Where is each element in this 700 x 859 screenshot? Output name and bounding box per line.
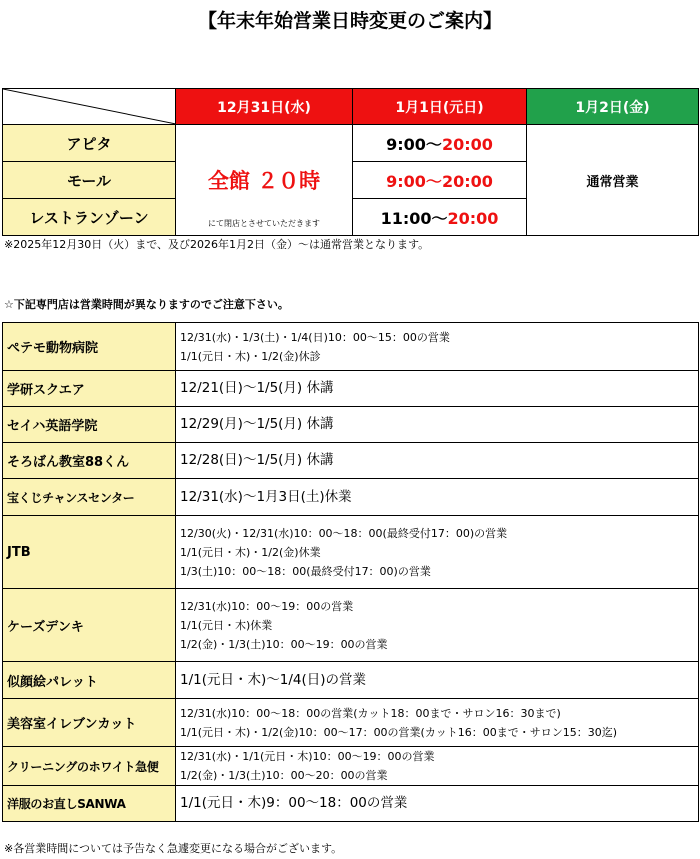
store-hours-line: 1/2(金)・1/3(土)10：00〜20：00の営業 xyxy=(180,769,388,782)
store-hours-line: 1/1(元日・木)・1/2(金)休業 xyxy=(180,545,321,559)
store-hours xyxy=(176,516,699,589)
jan1-time-mall: 9:00〜20:00 xyxy=(353,162,527,199)
jan1-time-apita: 9:00〜20:00 xyxy=(353,125,527,162)
store-name: JTB xyxy=(3,516,176,589)
store-hours-table xyxy=(2,322,699,822)
footer-note: ※各営業時間については予告なく急遽変更になる場合がございます。 xyxy=(4,842,343,855)
holiday-hours-table xyxy=(2,88,699,236)
store-name: 学研スクエア xyxy=(3,371,176,407)
store-hours-line: 12/31(水)10：00〜19：00の営業 xyxy=(180,599,354,613)
store-row xyxy=(3,662,699,699)
store-row xyxy=(3,747,699,786)
store-name: ペテモ動物病院 xyxy=(3,323,176,371)
store-hours-line: 12/31(水)・1/1(元日・木)10：00〜19：00の営業 xyxy=(180,750,435,763)
store-hours xyxy=(176,589,699,662)
store-hours-line: 12/31(水)10：00〜18：00の営業(カット18：00まで・サロン16：30まで) xyxy=(180,706,561,720)
row-name-apita: アピタ xyxy=(3,125,176,162)
store-hours-line: 12/28(日)〜1/5(月) 休講 xyxy=(180,452,334,468)
header-dec31: 12月31日(水) xyxy=(176,89,353,125)
jan2-regular: 通常営業 xyxy=(527,125,699,236)
store-row xyxy=(3,479,699,516)
store-hours xyxy=(176,662,699,699)
row-name-restaurant: レストランゾーン xyxy=(3,199,176,236)
store-hours xyxy=(176,407,699,443)
store-hours-line: 1/1(元日・木)・1/2(金)10：00〜17：00の営業(カット16：00まで・サロン15：30迄) xyxy=(180,725,618,739)
corner-diagonal xyxy=(3,89,176,124)
store-hours-line: 1/3(土)10：00〜18：00(最終受付17：00)の営業 xyxy=(180,564,431,578)
closed-notice-sub: にて閉店とさせていただきます xyxy=(208,219,320,228)
store-hours-line: 1/2(金)・1/3(土)10：00〜19：00の営業 xyxy=(180,637,388,651)
store-hours xyxy=(176,443,699,479)
closed-notice: 全館 ２０時 xyxy=(207,169,321,193)
store-hours xyxy=(176,371,699,407)
store-name: 洋服のお直しSANWA xyxy=(3,786,176,822)
note-regular-hours: ※2025年12月30日（火）まで、及び2026年1月2日（金）〜は通常営業となります。 xyxy=(4,238,430,251)
store-hours-line: 12/29(月)〜1/5(月) 休講 xyxy=(180,416,334,432)
store-row xyxy=(3,699,699,747)
store-name: セイハ英語学院 xyxy=(3,407,176,443)
store-name: 美容室イレブンカット xyxy=(3,699,176,747)
store-hours-line: 1/1(元日・木)休業 xyxy=(180,618,273,632)
store-name: そろばん教室88くん xyxy=(3,443,176,479)
store-hours-line: 12/31(水)・1/3(土)・1/4(日)10：00〜15：00の営業 xyxy=(180,330,450,344)
store-row xyxy=(3,371,699,407)
store-hours-line: 1/1(元日・木)・1/2(金)休診 xyxy=(180,349,321,363)
store-hours xyxy=(176,747,699,786)
store-hours xyxy=(176,699,699,747)
store-name: ケーズデンキ xyxy=(3,589,176,662)
store-name: 似顔絵パレット xyxy=(3,662,176,699)
store-hours-line: 1/1(元日・木)9：00〜18：00の営業 xyxy=(180,795,408,811)
store-hours-line: 12/30(火)・12/31(水)10：00〜18：00(最終受付17：00)の営業 xyxy=(180,526,508,540)
store-hours xyxy=(176,323,699,371)
store-hours-line: 12/31(水)〜1月3日(土)休業 xyxy=(180,488,352,505)
store-row xyxy=(3,589,699,662)
header-jan1: 1月1日(元日) xyxy=(353,89,527,125)
note-special-stores: ☆下記専門店は営業時間が異なりますのでご注意下さい。 xyxy=(4,298,289,311)
store-row xyxy=(3,323,699,371)
dec31-closed-cell xyxy=(176,125,353,236)
store-row xyxy=(3,407,699,443)
store-hours xyxy=(176,786,699,822)
store-name: 宝くじチャンスセンター xyxy=(3,479,176,516)
page-title: 【年末年始営業日時変更のご案内】 xyxy=(197,10,502,32)
store-hours-line: 1/1(元日・木)〜1/4(日)の営業 xyxy=(180,671,367,688)
corner-cell xyxy=(3,89,176,125)
store-row xyxy=(3,516,699,589)
store-row xyxy=(3,443,699,479)
store-name: クリーニングのホワイト急便 xyxy=(3,747,176,786)
header-jan2: 1月2日(金) xyxy=(527,89,699,125)
store-row xyxy=(3,786,699,822)
jan1-time-restaurant: 11:00〜20:00 xyxy=(353,199,527,236)
store-hours xyxy=(176,479,699,516)
store-hours-line: 12/21(日)〜1/5(月) 休講 xyxy=(180,380,334,396)
row-name-mall: モール xyxy=(3,162,176,199)
